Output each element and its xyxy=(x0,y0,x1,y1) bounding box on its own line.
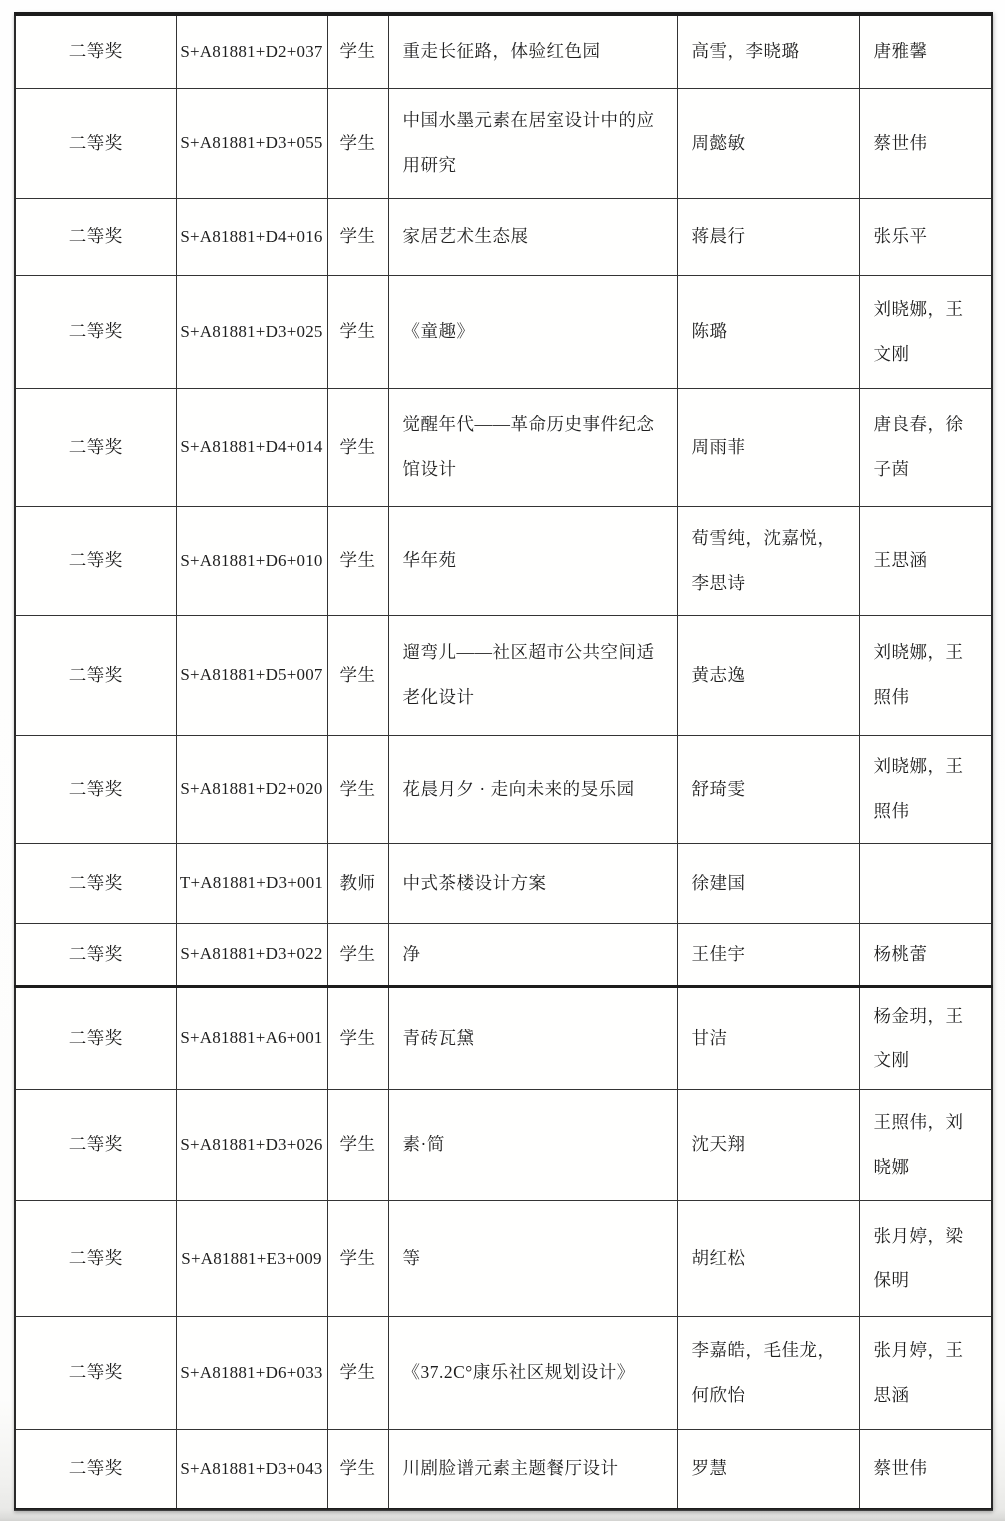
advisors-cell xyxy=(859,843,992,923)
category-cell: 学生 xyxy=(327,615,388,735)
entry-code-cell: S+A81881+D2+037 xyxy=(176,14,327,88)
work-title-cell: 青砖瓦黛 xyxy=(388,986,677,1089)
award-cell: 二等奖 xyxy=(15,843,176,923)
work-title-cell: 净 xyxy=(388,923,677,986)
table-row xyxy=(15,615,992,735)
category-cell: 学生 xyxy=(327,735,388,843)
entry-code-cell: T+A81881+D3+001 xyxy=(176,843,327,923)
entry-code-cell: S+A81881+D3+026 xyxy=(176,1089,327,1200)
authors-cell: 甘洁 xyxy=(677,986,859,1089)
advisors-cell: 刘晓娜，王文刚 xyxy=(859,275,992,388)
entry-code-cell: S+A81881+D3+022 xyxy=(176,923,327,986)
advisors-cell: 唐雅馨 xyxy=(859,14,992,88)
authors-cell: 沈天翔 xyxy=(677,1089,859,1200)
award-cell: 二等奖 xyxy=(15,198,176,275)
award-cell: 二等奖 xyxy=(15,1200,176,1316)
authors-cell: 周雨菲 xyxy=(677,388,859,506)
entry-code-cell: S+A81881+D5+007 xyxy=(176,615,327,735)
table-row xyxy=(15,735,992,843)
advisors-cell: 蔡世伟 xyxy=(859,88,992,198)
work-title-cell: 等 xyxy=(388,1200,677,1316)
entry-code-cell: S+A81881+D3+043 xyxy=(176,1429,327,1509)
work-title-cell: 《童趣》 xyxy=(388,275,677,388)
category-cell: 学生 xyxy=(327,1316,388,1429)
authors-cell: 陈璐 xyxy=(677,275,859,388)
award-cell: 二等奖 xyxy=(15,1089,176,1200)
work-title-cell: 川剧脸谱元素主题餐厅设计 xyxy=(388,1429,677,1509)
advisors-cell: 杨金玥，王文刚 xyxy=(859,986,992,1089)
entry-code-cell: S+A81881+D2+020 xyxy=(176,735,327,843)
table-row xyxy=(15,506,992,615)
category-cell: 学生 xyxy=(327,506,388,615)
advisors-cell: 王思涵 xyxy=(859,506,992,615)
table-row xyxy=(15,923,992,986)
authors-cell: 王佳宇 xyxy=(677,923,859,986)
authors-cell: 舒琦雯 xyxy=(677,735,859,843)
advisors-cell: 张月婷，梁保明 xyxy=(859,1200,992,1316)
work-title-cell: 中国水墨元素在居室设计中的应用研究 xyxy=(388,88,677,198)
advisors-cell: 张月婷，王思涵 xyxy=(859,1316,992,1429)
table-row xyxy=(15,1200,992,1316)
advisors-cell: 刘晓娜，王照伟 xyxy=(859,615,992,735)
entry-code-cell: S+A81881+D4+014 xyxy=(176,388,327,506)
entry-code-cell: S+A81881+E3+009 xyxy=(176,1200,327,1316)
award-cell: 二等奖 xyxy=(15,1316,176,1429)
table-row xyxy=(15,843,992,923)
authors-cell: 蒋晨行 xyxy=(677,198,859,275)
award-cell: 二等奖 xyxy=(15,275,176,388)
table-row xyxy=(15,275,992,388)
award-cell: 二等奖 xyxy=(15,735,176,843)
advisors-cell: 唐良春，徐子茵 xyxy=(859,388,992,506)
category-cell: 学生 xyxy=(327,14,388,88)
advisors-cell: 刘晓娜，王照伟 xyxy=(859,735,992,843)
entry-code-cell: S+A81881+D6+010 xyxy=(176,506,327,615)
table-row xyxy=(15,1089,992,1200)
work-title-cell: 家居艺术生态展 xyxy=(388,198,677,275)
entry-code-cell: S+A81881+D3+025 xyxy=(176,275,327,388)
category-cell: 学生 xyxy=(327,275,388,388)
authors-cell: 荀雪纯，沈嘉悦，李思诗 xyxy=(677,506,859,615)
table-row xyxy=(15,986,992,1089)
award-cell: 二等奖 xyxy=(15,88,176,198)
entry-code-cell: S+A81881+D3+055 xyxy=(176,88,327,198)
table-row xyxy=(15,198,992,275)
category-cell: 学生 xyxy=(327,986,388,1089)
award-cell: 二等奖 xyxy=(15,615,176,735)
category-cell: 学生 xyxy=(327,1089,388,1200)
authors-cell: 徐建国 xyxy=(677,843,859,923)
authors-cell: 周懿敏 xyxy=(677,88,859,198)
work-title-cell: 素·简 xyxy=(388,1089,677,1200)
award-cell: 二等奖 xyxy=(15,986,176,1089)
authors-cell: 黄志逸 xyxy=(677,615,859,735)
award-cell: 二等奖 xyxy=(15,14,176,88)
award-cell: 二等奖 xyxy=(15,506,176,615)
work-title-cell: 花晨月夕 · 走向未来的旻乐园 xyxy=(388,735,677,843)
advisors-cell: 杨桃蕾 xyxy=(859,923,992,986)
award-cell: 二等奖 xyxy=(15,1429,176,1509)
entry-code-cell: S+A81881+D4+016 xyxy=(176,198,327,275)
work-title-cell: 觉醒年代——革命历史事件纪念馆设计 xyxy=(388,388,677,506)
category-cell: 学生 xyxy=(327,1429,388,1509)
award-cell: 二等奖 xyxy=(15,388,176,506)
work-title-cell: 遛弯儿——社区超市公共空间适老化设计 xyxy=(388,615,677,735)
work-title-cell: 重走长征路，体验红色园 xyxy=(388,14,677,88)
advisors-cell: 蔡世伟 xyxy=(859,1429,992,1509)
category-cell: 教师 xyxy=(327,843,388,923)
category-cell: 学生 xyxy=(327,388,388,506)
table-row xyxy=(15,388,992,506)
award-cell: 二等奖 xyxy=(15,923,176,986)
entry-code-cell: S+A81881+A6+001 xyxy=(176,986,327,1089)
table-row xyxy=(15,1316,992,1429)
work-title-cell: 《37.2C°康乐社区规划设计》 xyxy=(388,1316,677,1429)
advisors-cell: 张乐平 xyxy=(859,198,992,275)
authors-cell: 高雪，李晓璐 xyxy=(677,14,859,88)
table-row xyxy=(15,1429,992,1509)
authors-cell: 罗慧 xyxy=(677,1429,859,1509)
work-title-cell: 中式茶楼设计方案 xyxy=(388,843,677,923)
entry-code-cell: S+A81881+D6+033 xyxy=(176,1316,327,1429)
authors-cell: 胡红松 xyxy=(677,1200,859,1316)
category-cell: 学生 xyxy=(327,198,388,275)
category-cell: 学生 xyxy=(327,1200,388,1316)
authors-cell: 李嘉皓，毛佳龙，何欣怡 xyxy=(677,1316,859,1429)
awards-table xyxy=(14,12,993,1511)
page-bottom-shadow xyxy=(0,1509,1005,1521)
category-cell: 学生 xyxy=(327,88,388,198)
category-cell: 学生 xyxy=(327,923,388,986)
table-row xyxy=(15,88,992,198)
work-title-cell: 华年苑 xyxy=(388,506,677,615)
table-row xyxy=(15,14,992,88)
advisors-cell: 王照伟，刘晓娜 xyxy=(859,1089,992,1200)
